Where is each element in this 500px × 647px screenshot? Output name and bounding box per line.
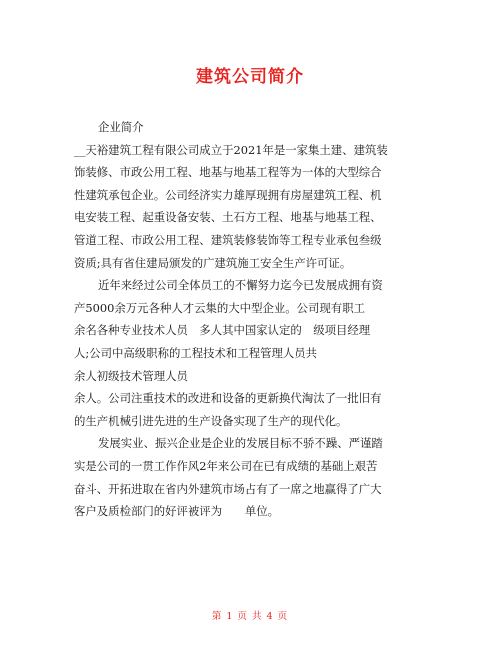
paragraph-line: 人;公司中高级职称的工程技术和工程管理人员共 — [74, 345, 318, 360]
paragraph-line: __天裕建筑工程有限公司成立于2021年是一家集土建、建筑装 — [74, 142, 388, 157]
document-title: 建筑公司简介 — [196, 67, 304, 87]
section-heading: 企业简介 — [98, 120, 144, 134]
document-body — [74, 116, 434, 523]
paragraph-line: 奋斗、开拓进取在省内外建筑市场占有了一席之地赢得了广大 — [74, 481, 382, 496]
paragraph-line: 余名各种专业技术人员 多人其中国家认定的 级项目经理 — [74, 323, 371, 338]
paragraph-line: 性建筑承包企业。公司经济实力雄厚现拥有房屋建筑工程、机 — [74, 187, 382, 202]
paragraph-line: 实是公司的一贯工作作风2年来公司在已有成绩的基础上艰苦 — [74, 458, 378, 473]
paragraph-line: 客户及质检部门的好评被评为 单位。 — [74, 504, 280, 519]
paragraph-line: 管道工程、市政公用工程、建筑装修装饰等工程专业承包叁级 — [74, 232, 382, 247]
paragraph-line: 余人初级技术管理人员 — [74, 368, 188, 383]
paragraph-line: 资质;具有省住建局颁发的广建筑施工安全生产许可证。 — [74, 255, 352, 270]
paragraph-line: 发展实业、振兴企业是企业的发展目标不骄不躁、严谨踏 — [98, 436, 383, 451]
paragraph-line: 的生产机械引进先进的生产设备实现了生产的现代化。 — [74, 413, 348, 428]
paragraph-line: 饰装修、市政公用工程、地基与地基工程等为一体的大型综合 — [74, 165, 382, 180]
paragraph-line: 近年来经过公司全体员工的不懈努力迄今已发展成拥有资 — [98, 278, 383, 293]
page-indicator: 第 1 页 共 4 页 — [211, 611, 289, 622]
paragraph-line: 产5000余万元各种人才云集的大中型企业。公司现有职工 — [74, 300, 365, 315]
paragraph-line: 电安装工程、起重设备安装、土石方工程、地基与地基工程、 — [74, 210, 382, 225]
paragraph-line: 余人。公司注重技术的改进和设备的更新换代淘汰了一批旧有 — [74, 391, 382, 406]
